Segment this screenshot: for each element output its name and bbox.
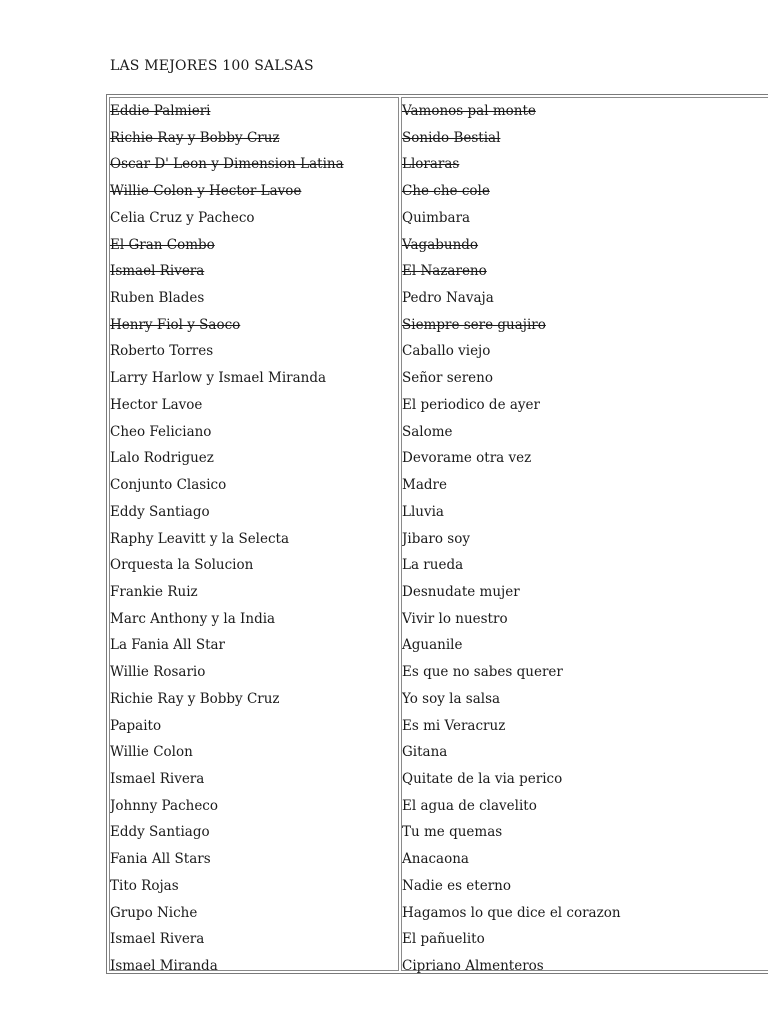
artist-cell: Orquesta la Solucion — [110, 557, 254, 574]
artist-cell: El Gran Combo — [110, 236, 215, 253]
song-cell: Señor sereno — [402, 370, 493, 387]
artist-cell: Grupo Niche — [110, 904, 198, 921]
artist-cell: Ismael Rivera — [110, 263, 205, 280]
song-cell: Gitana — [402, 744, 448, 761]
artist-cell: Johnny Pacheco — [110, 797, 218, 814]
song-cell: Hagamos lo que dice el corazon — [402, 904, 621, 921]
song-cell: Quitate de la via perico — [402, 770, 563, 787]
artist-cell: Eddie Palmieri — [110, 103, 211, 119]
artist-cell: Fania All Stars — [110, 851, 211, 868]
artist-cell: Ismael Miranda — [110, 958, 218, 974]
artist-cell: Frankie Ruiz — [110, 583, 198, 600]
song-cell: El agua de clavelito — [402, 797, 537, 814]
song-cell: Pedro Navaja — [402, 290, 494, 307]
artist-cell: Papaito — [110, 717, 162, 734]
song-cell: Madre — [402, 477, 447, 494]
song-cell: Sonido Bestial — [402, 129, 501, 146]
artist-cell: Oscar D' Leon y Dimension Latina — [110, 156, 344, 173]
artist-cell: Marc Anthony y la India — [110, 610, 276, 627]
artist-cell: Ismael Rivera — [110, 770, 205, 787]
artist-column — [109, 97, 399, 974]
song-cell: Nadie es eterno — [402, 877, 511, 894]
song-cell: Vagabundo — [402, 236, 479, 253]
song-cell: Es que no sabes querer — [402, 664, 563, 681]
artist-cell: Hector Lavoe — [110, 396, 203, 413]
artist-cell: Larry Harlow y Ismael Miranda — [110, 370, 327, 387]
artist-cell: Cheo Feliciano — [110, 423, 212, 440]
artist-cell: Lalo Rodriguez — [110, 450, 214, 467]
artist-cell: Willie Colon — [110, 744, 193, 761]
song-cell: Vivir lo nuestro — [402, 610, 508, 627]
artist-cell: Henry Fiol y Saoco — [110, 316, 241, 333]
song-cell: Salome — [402, 423, 453, 440]
artist-cell: Eddy Santiago — [110, 503, 210, 520]
artist-cell: Eddy Santiago — [110, 824, 210, 841]
song-cell: Jibaro soy — [402, 530, 470, 547]
salsa-table — [106, 94, 768, 974]
artist-cell: Roberto Torres — [110, 343, 214, 360]
song-cell: Aguanile — [402, 637, 463, 654]
song-cell: La rueda — [402, 557, 464, 574]
song-cell: Anacaona — [402, 851, 469, 868]
song-cell: El pañuelito — [402, 931, 485, 948]
song-cell: Devorame otra vez — [402, 450, 532, 467]
artist-cell: Willie Rosario — [110, 664, 206, 681]
artist-cell: La Fania All Star — [110, 637, 226, 654]
song-cell: Es mi Veracruz — [402, 717, 506, 734]
artist-cell: Celia Cruz y Pacheco — [110, 209, 255, 226]
song-cell: El periodico de ayer — [402, 396, 540, 413]
song-cell: Desnudate mujer — [402, 583, 520, 600]
song-cell: Che che cole — [402, 183, 490, 200]
song-cell: Vamonos pal monte — [402, 103, 536, 119]
song-cell: Tu me quemas — [402, 824, 503, 841]
document-title: LAS MEJORES 100 SALSAS — [110, 58, 314, 74]
artist-cell: Richie Ray y Bobby Cruz — [110, 129, 280, 146]
artist-cell: Tito Rojas — [110, 877, 179, 894]
song-cell: Caballo viejo — [402, 343, 491, 360]
artist-cell: Ismael Rivera — [110, 931, 205, 948]
song-cell: Siempre sere guajiro — [402, 316, 546, 333]
artist-cell: Willie Colon y Hector Lavoe — [110, 183, 302, 200]
song-cell: Quimbara — [402, 209, 471, 226]
song-cell: Yo soy la salsa — [402, 690, 501, 707]
artist-cell: Richie Ray y Bobby Cruz — [110, 690, 280, 707]
artist-cell: Ruben Blades — [110, 290, 205, 307]
song-cell: Lluvia — [402, 503, 444, 520]
song-cell: El Nazareno — [402, 263, 487, 280]
artist-cell: Conjunto Clasico — [110, 477, 227, 494]
song-cell: Cipriano Almenteros — [402, 958, 544, 974]
song-cell: Lloraras — [402, 156, 460, 173]
song-column — [401, 97, 768, 974]
artist-cell: Raphy Leavitt y la Selecta — [110, 530, 290, 547]
